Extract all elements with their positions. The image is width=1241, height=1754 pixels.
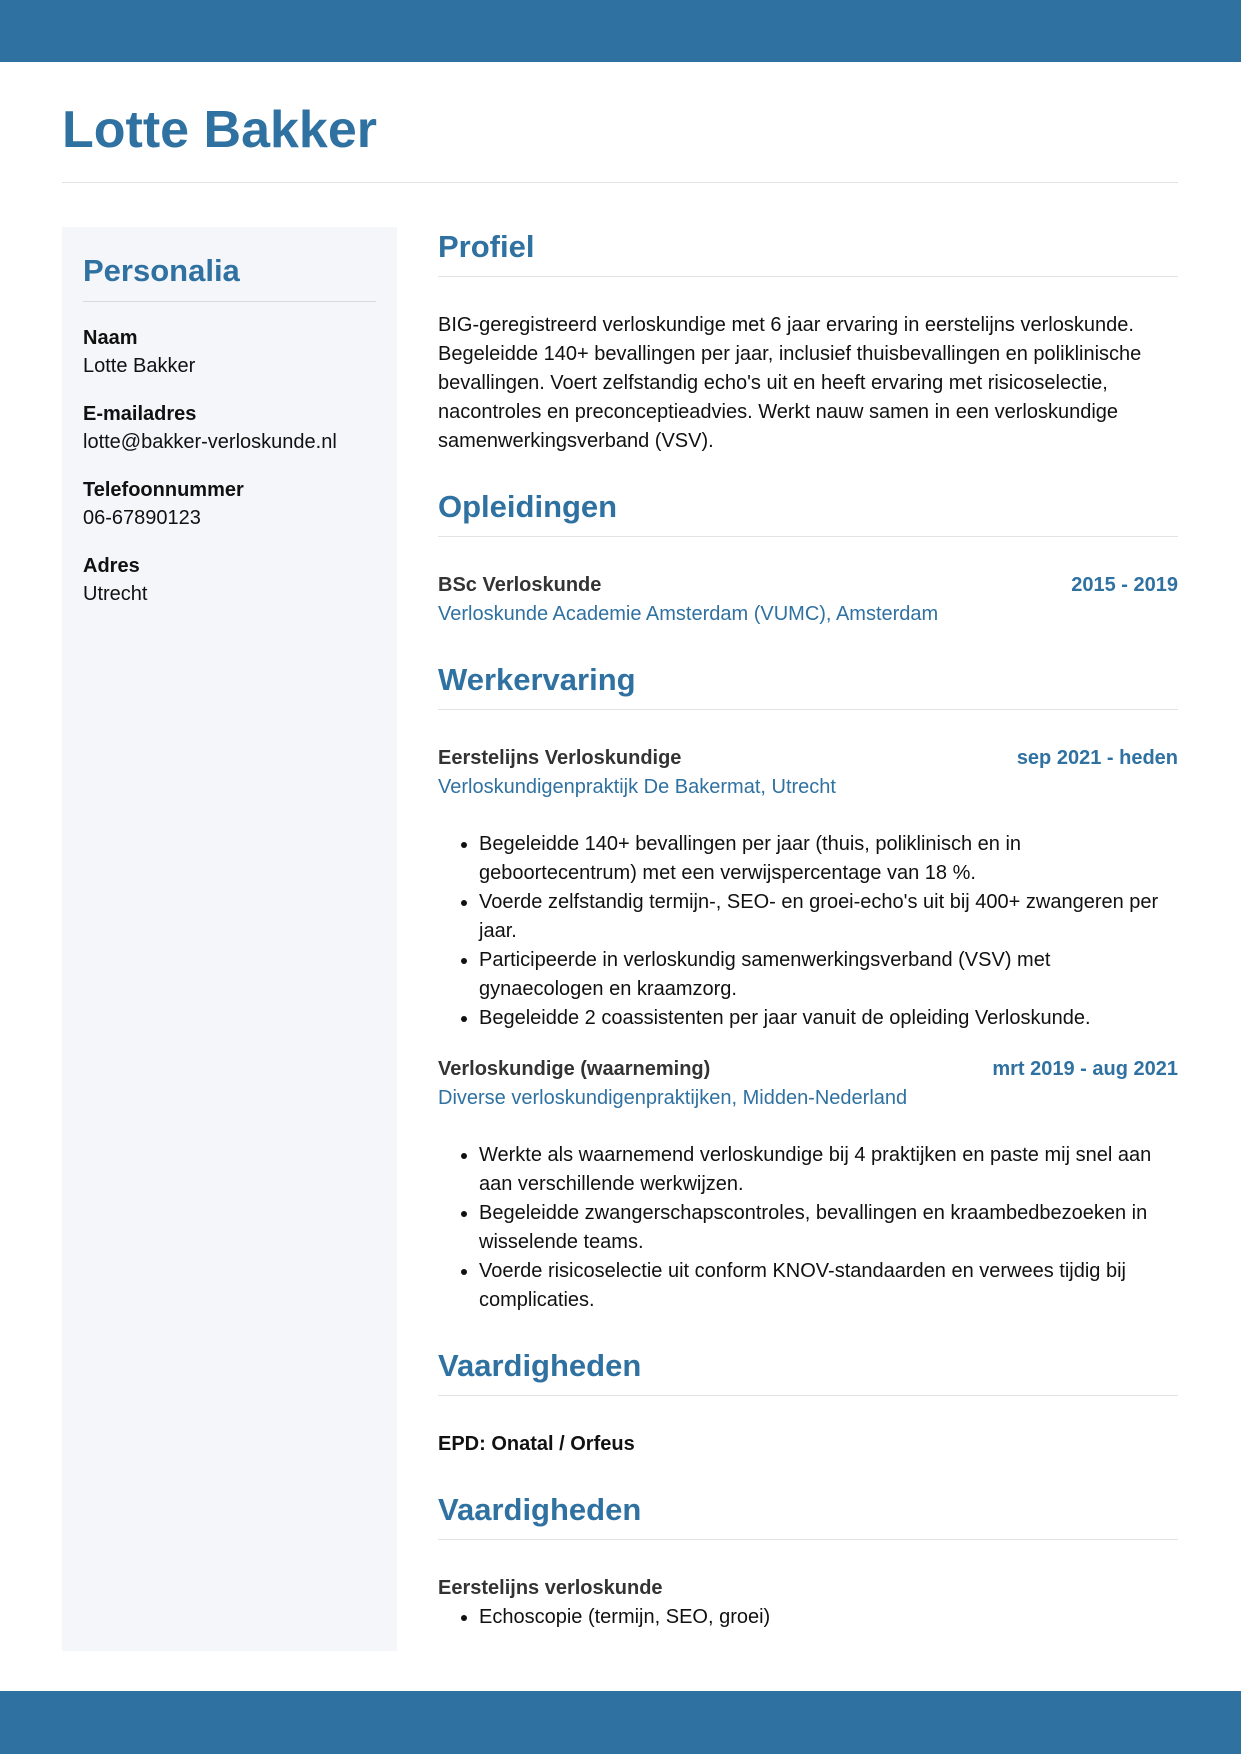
- personal-item-address: [83, 552, 376, 608]
- section-divider: [438, 709, 1178, 710]
- section-divider: [438, 1539, 1178, 1540]
- list-item: • Begeleidde zwangerschapscontroles, bevallingen en kraambedbezoeken in wisselende teams.: [479, 1199, 1178, 1257]
- list-item: • Werkte als waarnemend verloskundige bij 4 praktijken en paste mij snel aan aan verschillende werkwijzen.: [479, 1141, 1178, 1199]
- skills-heading: Vaardigheden: [438, 1348, 642, 1383]
- personal-item-email: [83, 400, 376, 456]
- company-name: Diverse verloskundigenpraktijken, Midden-Nederland: [438, 1087, 908, 1109]
- skills-section-2: [438, 1487, 1178, 1632]
- school-name: Verloskunde Academie Amsterdam (VUMC), Amsterdam: [438, 603, 939, 625]
- skills-heading: Vaardigheden: [438, 1492, 642, 1527]
- list-item: • Participeerde in verloskundig samenwerkingsverband (VSV) met gynaecologen en kraamzorg.: [479, 946, 1178, 1004]
- list-item: • Begeleidde 2 coassistenten per jaar vanuit de opleiding Verloskunde.: [479, 1004, 1178, 1033]
- skill-list: [438, 1603, 1178, 1632]
- entry-header: [438, 744, 1178, 773]
- achievement-list: [438, 1141, 1178, 1315]
- job-title: Eerstelijns Verloskundige: [438, 747, 682, 769]
- company-name: Verloskundigenpraktijk De Bakermat, Utrecht: [438, 776, 836, 798]
- education-entry: [438, 571, 1178, 629]
- personal-item-phone: [83, 476, 376, 532]
- personal-label: Adres: [83, 555, 140, 578]
- email-value: lotte@bakker-verloskunde.nl: [83, 431, 337, 454]
- profile-section: [438, 224, 1178, 456]
- job-title: Verloskundige (waarneming): [438, 1058, 711, 1080]
- profile-heading: Profiel: [438, 229, 535, 264]
- title-divider: [62, 182, 1178, 183]
- address-value: Utrecht: [83, 583, 148, 606]
- top-color-band: [0, 0, 1241, 62]
- section-divider: [438, 276, 1178, 277]
- personal-label: Naam: [83, 327, 138, 350]
- bottom-color-band: [0, 1691, 1241, 1754]
- entry-dates: mrt 2019 - aug 2021: [992, 1058, 1178, 1080]
- entry-header: [438, 1055, 1178, 1084]
- list-item: • Voerde zelfstandig termijn-, SEO- en groei-echo's uit bij 400+ zwangeren per jaar.: [479, 888, 1178, 946]
- experience-section: [438, 657, 1178, 1315]
- list-item: • Begeleidde 140+ bevallingen per jaar (thuis, poliklinisch en in geboortecentrum) met een verwijspercentage van 18 %.: [479, 830, 1178, 888]
- profile-text: BIG-geregistreerd verloskundige met 6 jaar ervaring in eerstelijns verloskunde. Begeleidde 140+ bevallingen per jaar, inclusief thuisbevallingen en poliklinische bevallingen. Voert zelfstandig echo's uit en heeft ervaring met risicoselectie, nacontroles en preconceptieadvies. Werkt nauw samen in een verloskundige samenwerkingsverband (VSV).: [438, 314, 1142, 452]
- achievement-list: [438, 830, 1178, 1033]
- page-title: Lotte Bakker: [62, 101, 377, 159]
- list-item: • Voerde risicoselectie uit conform KNOV-standaarden en verwees tijdig bij complicaties.: [479, 1257, 1178, 1315]
- entry-header: [438, 571, 1178, 600]
- main-content: [438, 224, 1178, 1660]
- skill-item: EPD: Onatal / Orfeus: [438, 1433, 635, 1455]
- section-divider: [438, 536, 1178, 537]
- skill-group-title: Eerstelijns verloskunde: [438, 1577, 663, 1599]
- entry-dates: sep 2021 - heden: [1016, 747, 1178, 769]
- personal-value: Lotte Bakker: [83, 355, 196, 378]
- personal-item-name: [83, 324, 376, 380]
- experience-entry: [438, 744, 1178, 1033]
- personal-label: E-mailadres: [83, 403, 197, 426]
- experience-entry: [438, 1055, 1178, 1315]
- personal-label: Telefoonnummer: [83, 479, 244, 502]
- sidebar-title: Personalia: [83, 253, 240, 288]
- education-heading: Opleidingen: [438, 489, 618, 524]
- list-item: • Echoscopie (termijn, SEO, groei): [479, 1603, 1178, 1632]
- experience-heading: Werkervaring: [438, 662, 636, 697]
- personal-sidebar: [62, 227, 397, 1651]
- section-divider: [438, 1395, 1178, 1396]
- degree-title: BSc Verloskunde: [438, 574, 602, 596]
- phone-value: 06-67890123: [83, 507, 201, 530]
- entry-dates: 2015 - 2019: [1071, 574, 1178, 596]
- sidebar-divider: [83, 301, 376, 302]
- education-section: [438, 484, 1178, 629]
- skills-section: [438, 1343, 1178, 1459]
